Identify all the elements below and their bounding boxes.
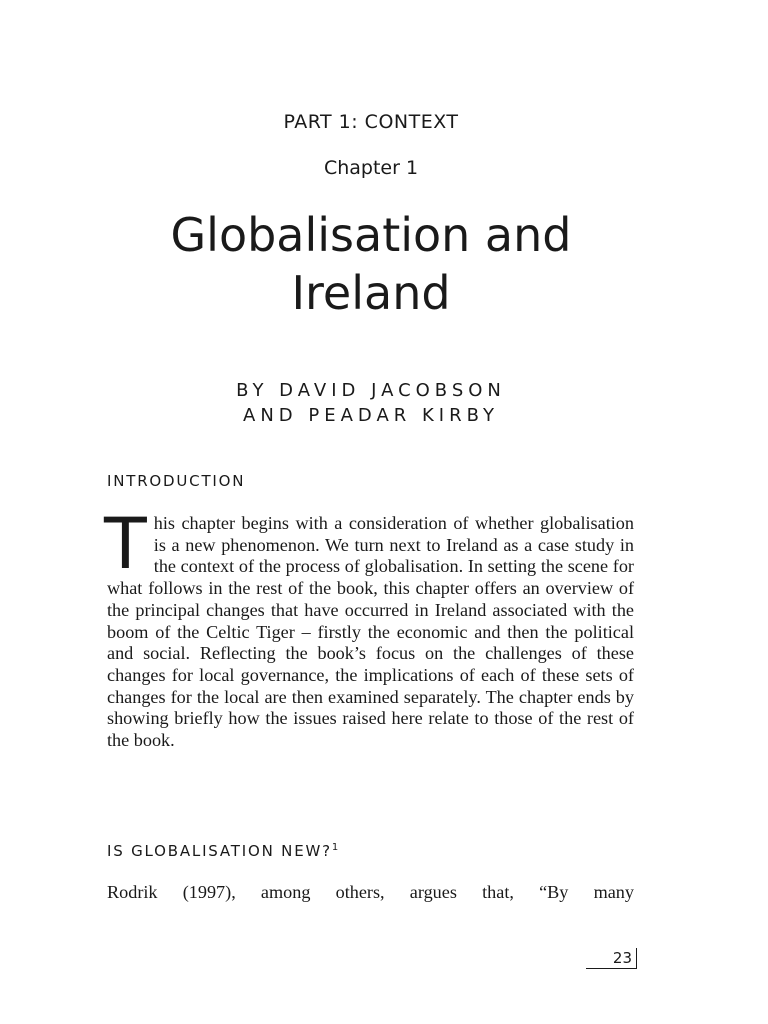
author-line-1: BY DAVID JACOBSON — [236, 380, 506, 401]
footnote-marker[interactable]: 1 — [331, 842, 339, 853]
section-heading-is-globalisation-new — [107, 842, 338, 860]
rodrik-text: Rodrik (1997), among others, argues that, “By many — [107, 882, 634, 902]
author-byline — [0, 378, 742, 428]
section-heading-introduction: INTRODUCTION — [107, 472, 246, 490]
rodrik-paragraph — [107, 882, 634, 904]
introduction-paragraph — [104, 503, 634, 752]
section-heading-text: IS GLOBALISATION NEW? — [107, 842, 332, 860]
chapter-label: Chapter 1 — [323, 157, 419, 179]
part-label: PART 1: CONTEXT — [283, 111, 459, 133]
drop-cap: T — [104, 503, 147, 585]
page-number: 23 — [586, 948, 637, 969]
chapter-title-line-1: Globalisation and — [170, 208, 572, 262]
chapter-title — [0, 206, 742, 322]
author-line-2: AND PEADAR KIRBY — [243, 405, 499, 426]
chapter-title-line-2: Ireland — [291, 266, 451, 320]
introduction-text: his chapter begins with a consideration of whether globalisation is a new phenomenon. We turn next to Ireland as a case study in the context of the process of globalisation. In setting the scene for what follows in the rest of the book, this chapter offers an overview of the principal changes that have occurred in Ireland associated with the boom of the Celtic Tiger – firstly the economic and then the political and social. Reflecting the book’s focus on the challenges of these changes for local governance, the implications of each of these sets of changes for the local are then examined separately. The chapter ends by showing briefly how the issues raised here relate to those of the rest of the book. — [107, 513, 634, 751]
